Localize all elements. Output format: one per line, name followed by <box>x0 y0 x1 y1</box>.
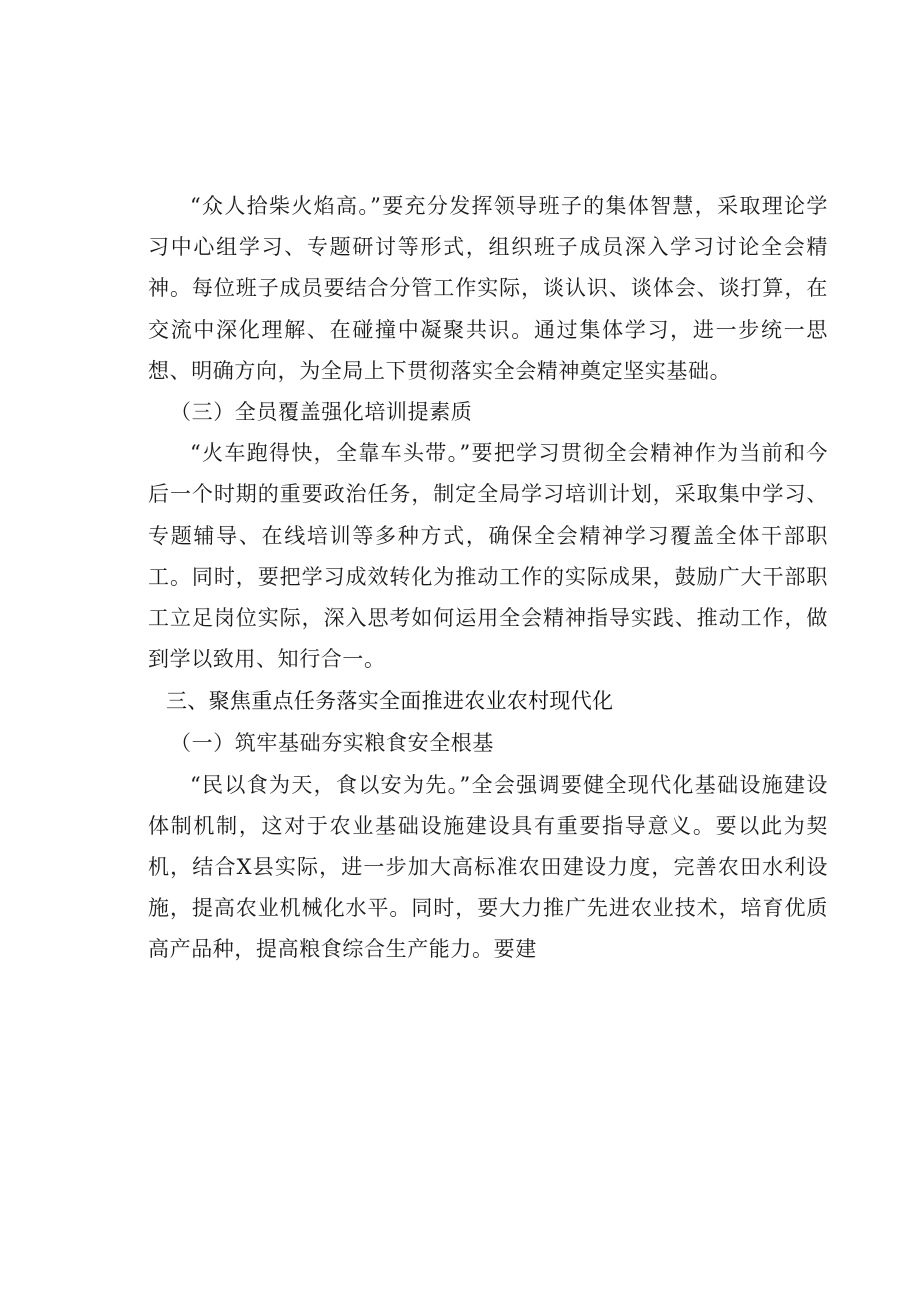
section-heading-agriculture: 三、聚焦重点任务落实全面推进农业农村现代化 <box>166 689 614 714</box>
paragraph-training: “火车跑得快，全靠车头带。”要把学习贯彻全会精神作为当前和今后一个时期的重要政治任务，制定全局学习培训计划，采取集中学习、专题辅导、在线培训等多种方式，确保全会精神学习覆盖全体干部职工。同时，要把学习成效转化为推动工作的实际成果，鼓励广大干部职工立足岗位实际，深入思考如何运用全会精神指导实践、推动工作，做到学以致用、知行合一。 <box>148 441 828 672</box>
subheading-food-security: （一）筑牢基础夯实粮食安全根基 <box>170 731 494 756</box>
subheading-training: （三）全员覆盖强化培训提素质 <box>170 400 473 425</box>
paragraph-collective-study: “众人拾柴火焰高。”要充分发挥领导班子的集体智慧，采取理论学习中心组学习、专题研讨等形式，组织班子成员深入学习讨论全会精神。每位班子成员要结合分管工作实际，谈认识、谈体会、谈打算，在交流中深化理解、在碰撞中凝聚共识。通过集体学习，进一步统一思想、明确方向，为全局上下贯彻落实全会精神奠定坚实基础。 <box>148 194 828 383</box>
document-body <box>148 186 828 971</box>
paragraph-food-security: “民以食为天，食以安为先。”全会强调要健全现代化基础设施建设体制机制，这对于农业基础设施建设具有重要指导意义。要以此为契机，结合X县实际，进一步加大高标准农田建设力度，完善农田水利设施，提高农业机械化水平。同时，要大力推广先进农业技术，培育优质高产品种，提高粮食综合生产能力。要建 <box>148 772 828 962</box>
